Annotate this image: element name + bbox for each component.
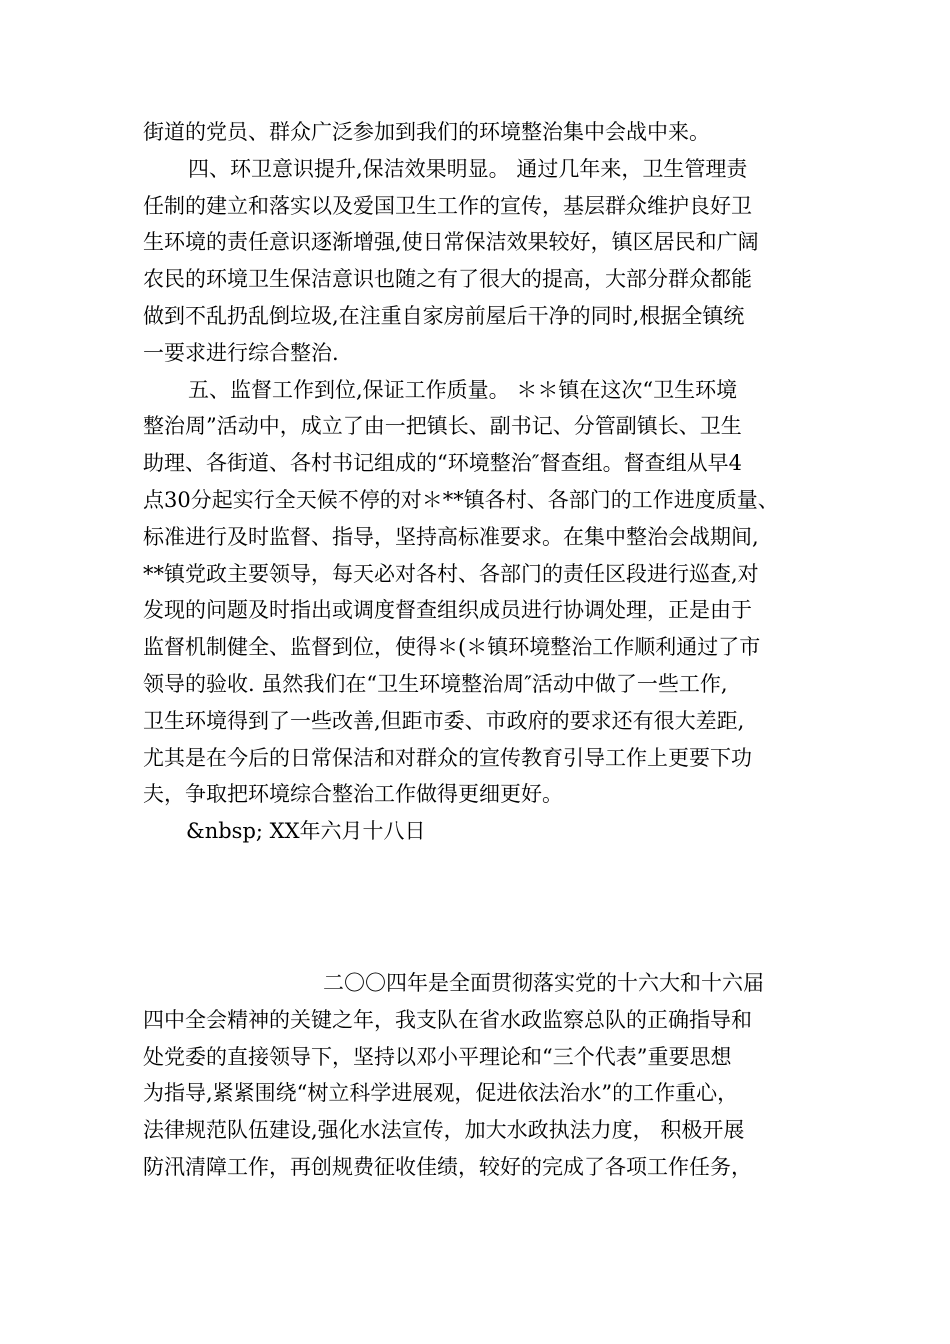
paragraph-line: 做到不乱扔乱倒垃圾,在注重自家房前屋后干净的同时,根据全镇统 [143,303,745,328]
paragraph-line: 一要求进行综合整治. [143,340,339,365]
paragraph-heading-five: 五、监督工作到位,保证工作质量。 ＊＊镇在这次“卫生环境 [188,377,738,402]
paragraph-line: 卫生环境得到了一些改善,但距市委、市政府的要求还有很大差距, [143,708,745,733]
paragraph-line: 防汛清障工作，再创规费征收佳绩，较好的完成了各项工作任务， [143,1154,752,1179]
paragraph-opening-line: 二〇〇四年是全面贯彻落实党的十六大和十六届 [323,971,764,995]
paragraph-line: **镇党政主要领导，每天必对各村、各部门的责任区段进行巡查,对 [143,561,759,586]
paragraph-line: 整治周”活动中，成立了由一把镇长、副书记、分管副镇长、卫生 [143,414,742,439]
document-date: &nbsp; XX年六月十八日 [186,819,426,844]
paragraph-line: 处党委的直接领导下，坚持以邓小平理论和“三个代表”重要思想 [143,1044,732,1069]
document-section-one [143,114,828,850]
paragraph-line: 任制的建立和落实以及爱国卫生工作的宣传，基层群众维护良好卫 [143,193,752,218]
paragraph-line: 生环境的责任意识逐渐增强,使日常保洁效果较好，镇区居民和广阔 [143,230,759,255]
paragraph-line: 街道的党员、群众广泛参加到我们的环境整治集中会战中来。 [143,120,710,144]
paragraph-line: 夫，争取把环境综合整治工作做得更细更好。 [143,782,563,807]
paragraph-line: 领导的验收. 虽然我们在“卫生环境整治周″活动中做了一些工作, [143,671,728,696]
paragraph-line: 发现的问题及时指出或调度督查组织成员进行协调处理，正是由于 [143,598,752,623]
paragraph-line: 监督机制健全、监督到位，使得＊(＊镇环境整治工作顺利通过了市 [143,635,761,660]
paragraph-line: 四中全会精神的关键之年，我支队在省水政监察总队的正确指导和 [143,1007,752,1032]
paragraph-line: 点30分起实行全天候不停的对＊**镇各村、各部门的工作进度质量、 [143,487,779,512]
document-section-two [143,965,828,1186]
paragraph-line: 尤其是在今后的日常保洁和对群众的宣传教育引导工作上更要下功 [143,745,752,770]
paragraph-heading-four: 四、环卫意识提升,保洁效果明显。 通过几年来，卫生管理责 [188,156,748,181]
paragraph-line: 标准进行及时监督、指导，坚持高标准要求。在集中整治会战期间, [143,524,759,549]
paragraph-line: 法律规范队伍建设,强化水法宣传，加大水政执法力度， 积极开展 [143,1118,745,1143]
paragraph-line: 农民的环境卫生保洁意识也随之有了很大的提高，大部分群众都能 [143,267,752,292]
paragraph-line: 助理、各街道、各村书记组成的“环境整治″督查组。督查组从早4 [143,451,742,476]
paragraph-line: 为指导,紧紧围绕“树立科学进展观，促进依法治水”的工作重心， [143,1081,739,1106]
